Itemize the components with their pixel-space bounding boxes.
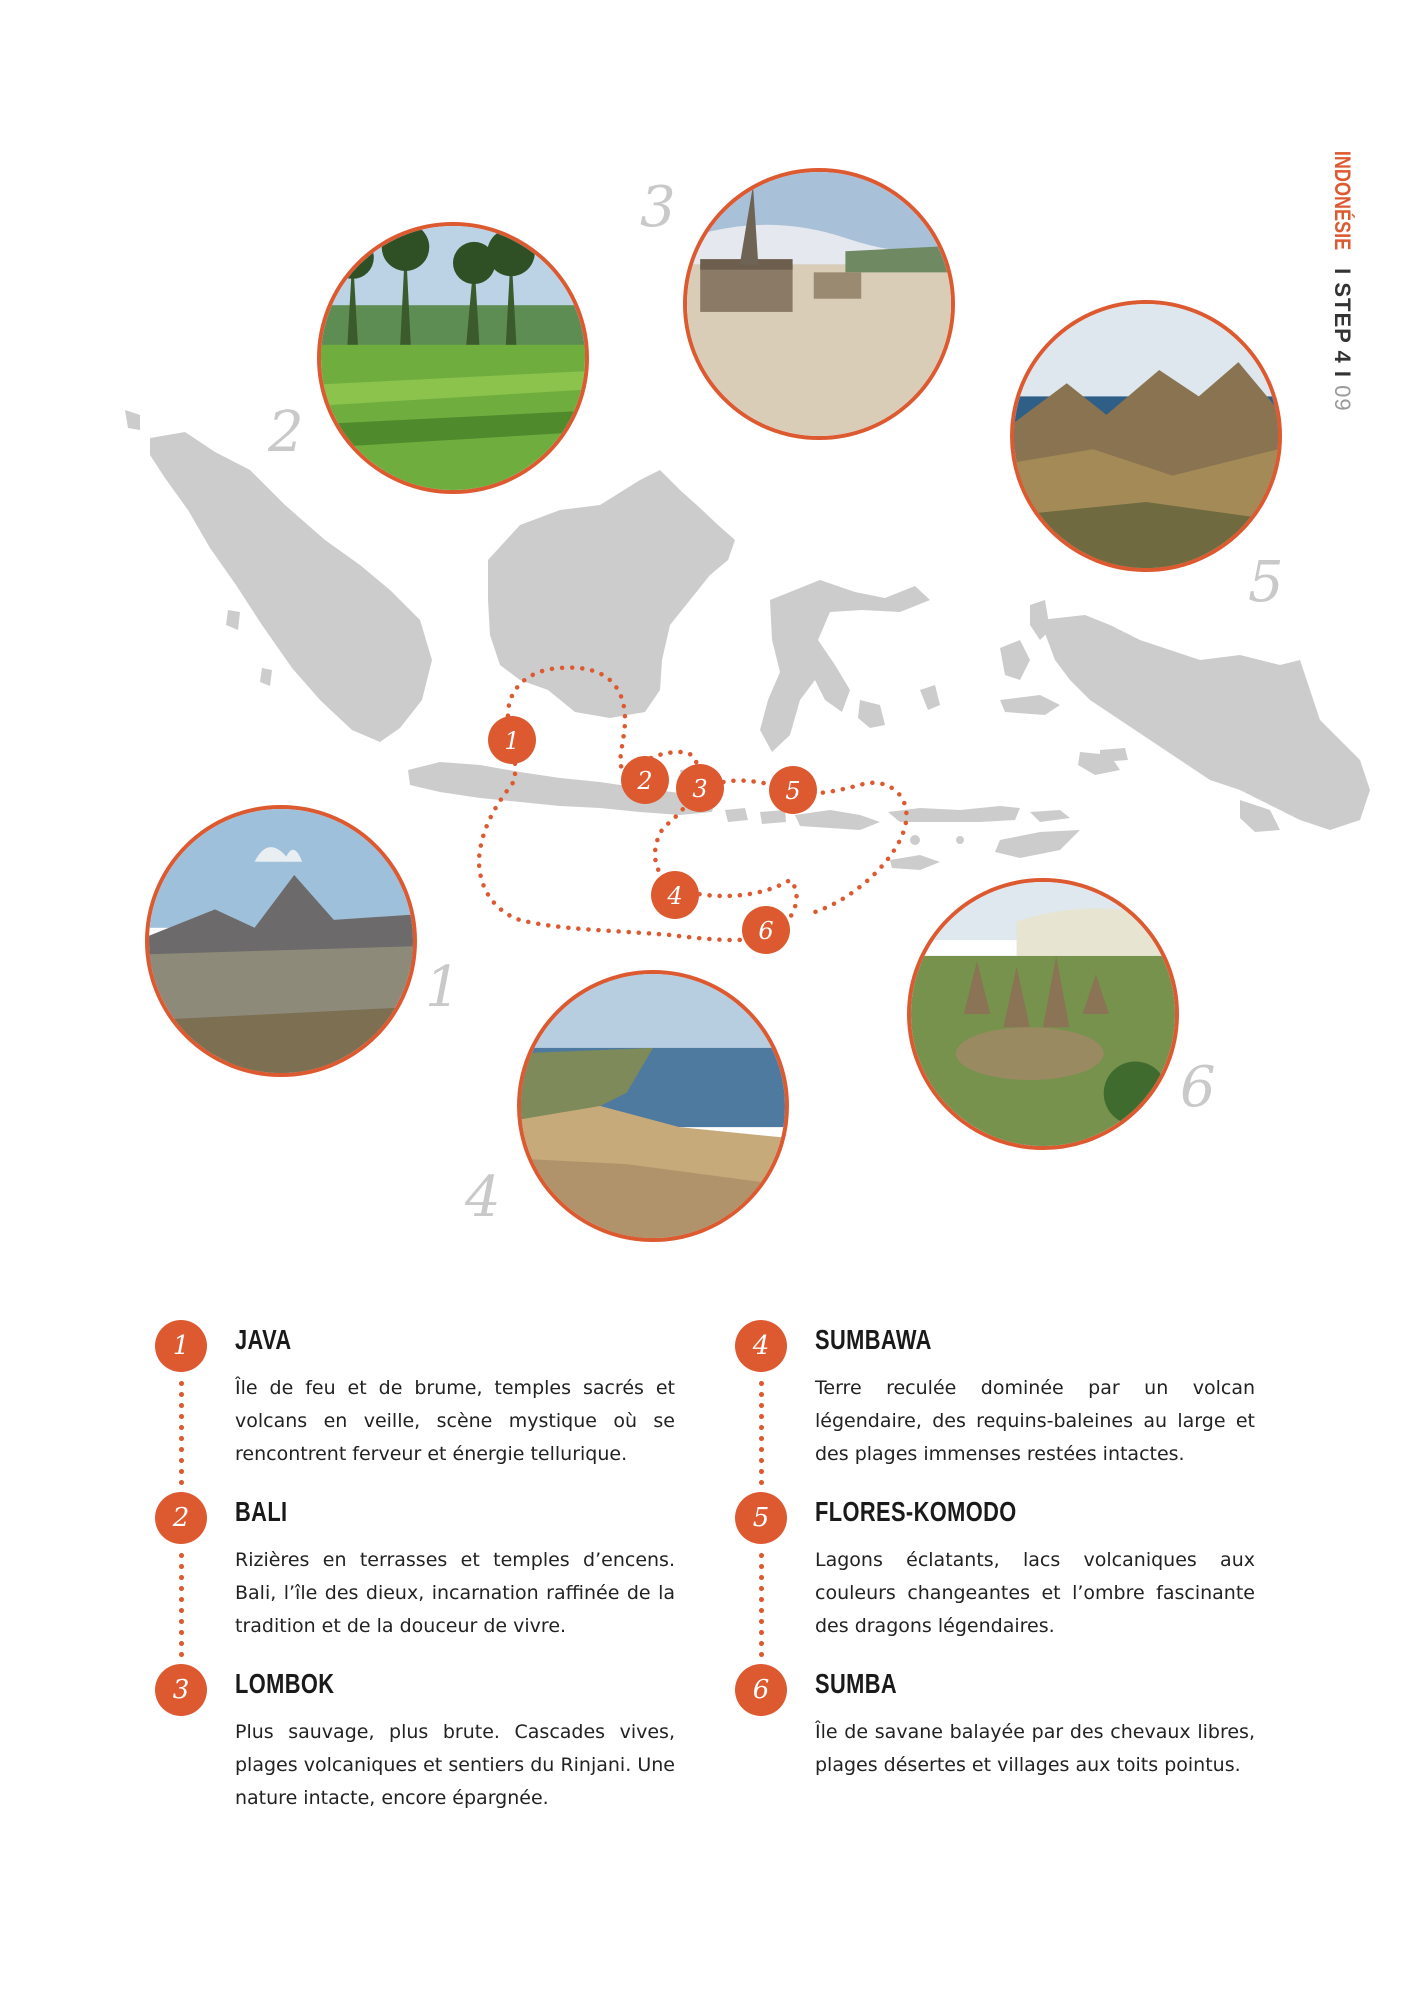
legend-badge: 2: [155, 1492, 207, 1544]
photo-number-1: 1: [425, 955, 461, 1020]
legend-item-sumba: [735, 1664, 1255, 1836]
legend-description: Île de feu et de brume, temples sacrés et volcans en veille, scène mystique où se rencontrent ferveur et énergie tellurique.: [235, 1377, 675, 1465]
svg-text:1: 1: [504, 727, 520, 755]
legend-title: SUMBA: [815, 1668, 898, 1699]
legend-badge: 6: [735, 1664, 787, 1716]
legend-item-lombok: [155, 1664, 675, 1836]
legend-description: Plus sauvage, plus brute. Cascades vives, plages volcaniques et sentiers du Rinjani. Une nature intacte, encore épargnée.: [235, 1721, 675, 1809]
legend-badge: 4: [735, 1320, 787, 1372]
papua-island: [1040, 615, 1370, 830]
svg-text:4: 4: [667, 882, 683, 910]
legend-item-sumbawa: [735, 1320, 1255, 1492]
sulawesi-island: [760, 580, 930, 752]
legend-title: FLORES-KOMODO: [815, 1496, 1017, 1527]
legend-item-bali: [155, 1492, 675, 1664]
map-pin-5: [769, 766, 817, 814]
legend-description: Île de savane balayée par des chevaux libres, plages désertes et villages aux toits pointus.: [815, 1721, 1255, 1776]
photo-number-5: 5: [1248, 550, 1284, 615]
photo-number-3: 3: [640, 175, 676, 240]
photo-number-4: 4: [465, 1165, 501, 1230]
legend-title: LOMBOK: [235, 1668, 335, 1699]
country-title: INDONÉSIE: [1330, 150, 1355, 251]
dotted-connector: [759, 1378, 764, 1490]
legend-right-column: [735, 1320, 1255, 1836]
legend-title: JAVA: [235, 1324, 292, 1355]
legend-left-column: [155, 1320, 675, 1836]
svg-text:3: 3: [692, 775, 708, 803]
legend-description: Terre reculée dominée par un volcan légendaire, des requins-baleines au large et des plages immenses restées intactes.: [815, 1377, 1255, 1465]
svg-text:5: 5: [785, 777, 801, 805]
photo-number-2: 2: [268, 400, 304, 465]
photo-lombok-beach: [683, 168, 955, 440]
dotted-connector: [179, 1378, 184, 1490]
map-pin-4: [651, 871, 699, 919]
step-label: STEP 4: [1330, 282, 1355, 364]
legend-badge: 5: [735, 1492, 787, 1544]
legend-description: Rizières en terrasses et temples d’encens. Bali, l’île des dieux, incarnation raffinée de la tradition et de la douceur de vivre.: [235, 1549, 675, 1637]
legend-title: BALI: [235, 1496, 288, 1527]
photo-bali-rice-terraces: [317, 222, 589, 494]
dotted-connector: [179, 1550, 184, 1662]
legend-title: SUMBAWA: [815, 1324, 932, 1355]
map-pin-2: [621, 756, 669, 804]
photo-sumbawa-savanna: [517, 970, 789, 1242]
legend-badge: 1: [155, 1320, 207, 1372]
legend-badge: 3: [155, 1664, 207, 1716]
photo-sumba-village: [907, 878, 1179, 1150]
page-number: 09: [1330, 385, 1355, 412]
map-pin-1: [488, 716, 536, 764]
legend-item-flores-komodo: [735, 1492, 1255, 1664]
java-island: [408, 762, 715, 815]
photo-java-bromo: [145, 805, 417, 1077]
map-pin-3: [676, 764, 724, 812]
map-pin-6: [742, 906, 790, 954]
legend-item-java: [155, 1320, 675, 1492]
header-separator-2: I: [1330, 363, 1355, 386]
svg-text:2: 2: [637, 767, 653, 795]
photo-komodo-padar: [1010, 300, 1282, 572]
header-separator: I: [1330, 261, 1355, 283]
legend-description: Lagons éclatants, lacs volcaniques aux couleurs changeantes et l’ombre fascinante des dragons légendaires.: [815, 1549, 1255, 1637]
svg-text:6: 6: [758, 917, 774, 945]
photo-number-6: 6: [1180, 1055, 1216, 1120]
dotted-connector: [759, 1550, 764, 1662]
